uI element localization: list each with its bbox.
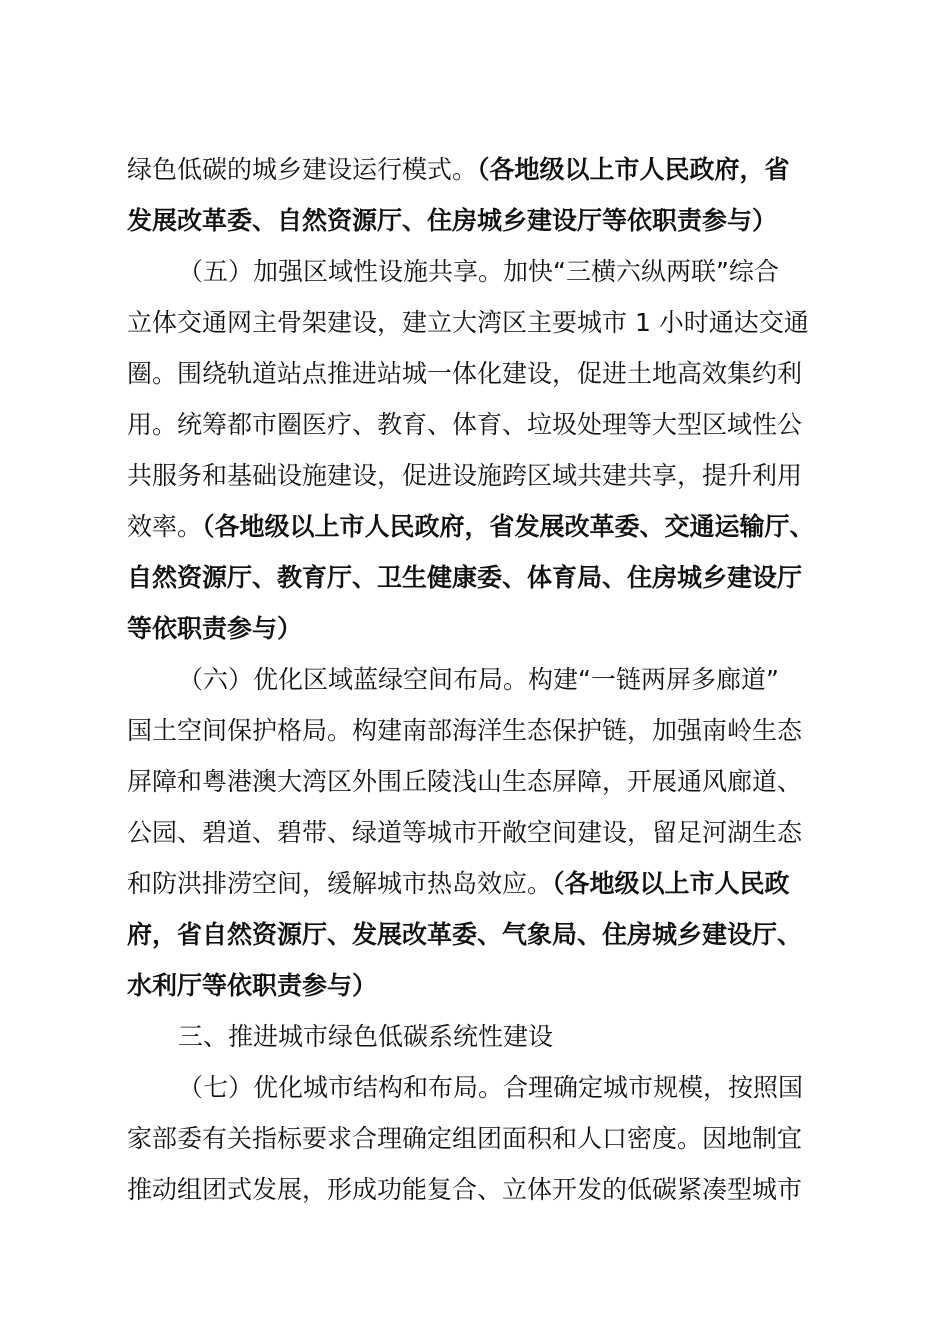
text-line: 绿色低碳的城乡建设运行模式。（各地级以上市人民政府，省 xyxy=(127,155,790,184)
section-heading-6: （六）优化区域蓝绿空间布局。构建“一链两屏多廊道” xyxy=(178,665,779,694)
text-line: 等依职责参与） xyxy=(127,614,303,643)
section-heading-5: （五）加强区域性设施共享。加快“三横六纵两联”综合 xyxy=(178,257,779,286)
text-line: 公园、碧道、碧带、绿道等城市开敞空间建设，留足河湖生态 xyxy=(127,818,803,847)
chapter-heading-3: 三、推进城市绿色低碳系统性建设 xyxy=(178,1022,554,1051)
text-line: 屏障和粤港澳大湾区外围丘陵浅山生态屏障，开展通风廊道、 xyxy=(127,767,803,796)
text-line: 国土空间保护格局。构建南部海洋生态保护链，加强南岭生态 xyxy=(127,716,803,745)
text-line: 水利厅等依职责参与） xyxy=(127,971,378,1000)
text-line: 家部委有关指标要求合理确定组团面积和人口密度。因地制宜 xyxy=(127,1124,803,1153)
section-heading-7: （七）优化城市结构和布局。合理确定城市规模，按照国 xyxy=(178,1073,804,1102)
text-line: 发展改革委、自然资源厅、住房城乡建设厅等依职责参与） xyxy=(127,206,778,235)
text-line: 圈。围绕轨道站点推进站城一体化建设，促进土地高效集约利 xyxy=(127,359,803,388)
text-line: 自然资源厅、教育厅、卫生健康委、体育局、住房城乡建设厅 xyxy=(127,563,803,592)
text-line: 效率。（各地级以上市人民政府，省发展改革委、交通运输厅、 xyxy=(127,512,815,541)
text-line: 和防洪排涝空间，缓解城市热岛效应。（各地级以上市人民政 xyxy=(127,869,790,898)
text-line: 推动组团式发展，形成功能复合、立体开发的低碳紧凑型城市 xyxy=(127,1175,803,1204)
text-line: 立体交通网主骨架建设，建立大湾区主要城市 1 小时通达交通 xyxy=(127,308,809,337)
text-line: 共服务和基础设施建设，促进设施跨区域共建共享，提升利用 xyxy=(127,461,803,490)
text-line: 用。统筹都市圈医疗、教育、体育、垃圾处理等大型区域性公 xyxy=(127,410,803,439)
text-line: 府，省自然资源厅、发展改革委、气象局、住房城乡建设厅、 xyxy=(127,920,803,949)
